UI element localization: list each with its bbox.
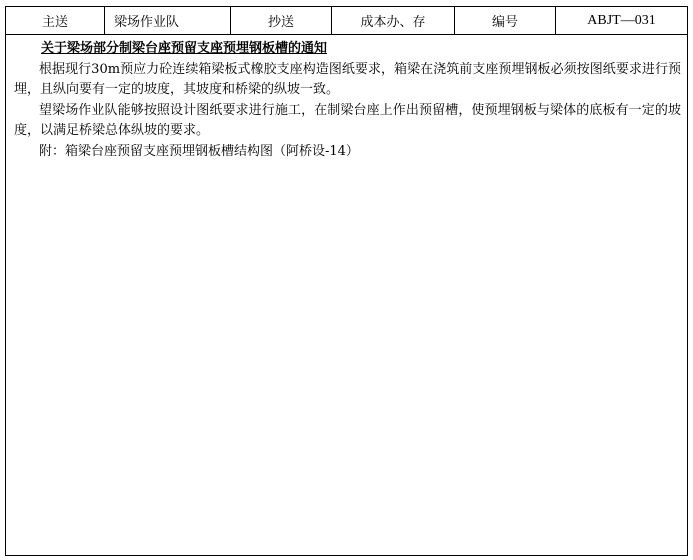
notice-document (5, 6, 688, 556)
notice-paragraph: 望梁场作业队能够按照设计图纸要求进行施工，在制梁台座上作出预留槽，使预埋钢板与梁体的底板有一定的坡度，以满足桥梁总体纵坡的要求。 (14, 102, 681, 138)
notice-paragraph: 根据现行30m预应力砼连续箱梁板式橡胶支座构造图纸要求，箱梁在浇筑前支座预埋钢板必须按图纸要求进行预埋，且纵向要有一定的坡度，其坡度和桥梁的纵坡一致。 (14, 61, 681, 97)
routing-header-row (6, 7, 687, 35)
main-to-value: 梁场作业队 (105, 7, 231, 34)
document-number-value: ABJT—031 (587, 12, 656, 28)
document-number-label: 编号 (455, 7, 556, 34)
attachment-line: 附：箱梁台座预留支座预埋钢板槽结构图（阿桥设-14） (39, 143, 359, 159)
cc-value: 成本办、存 (332, 7, 455, 34)
notice-title: 关于梁场部分制梁台座预留支座预埋钢板槽的通知 (41, 41, 328, 56)
notice-body (6, 35, 687, 162)
cc-label: 抄送 (231, 7, 332, 34)
main-to-label: 主送 (6, 7, 105, 34)
